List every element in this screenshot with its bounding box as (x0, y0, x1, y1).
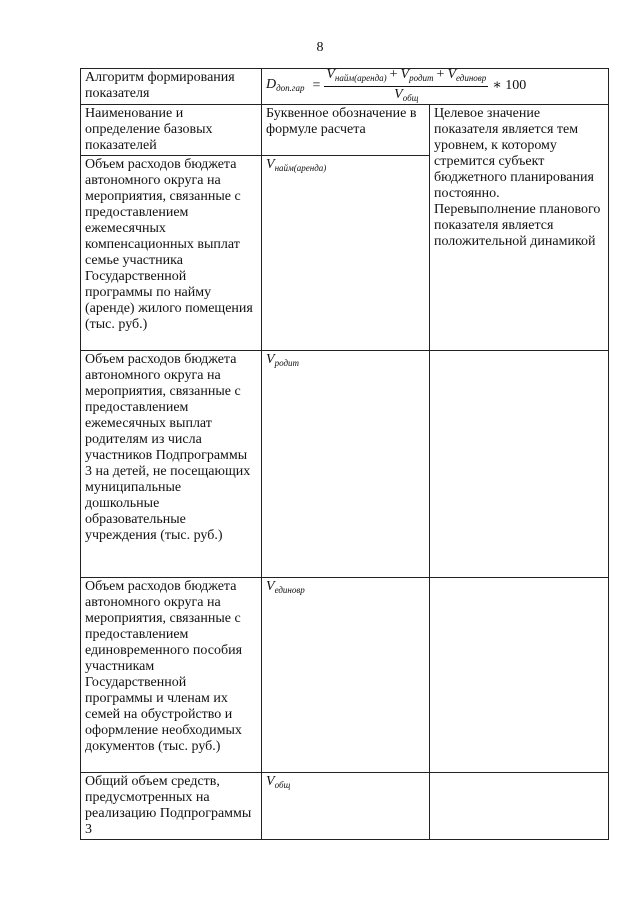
indicator-name: Объем расходов бюджета автономного округа на мероприятия, связанные с предоставлением ежемесячных выплат родителям из числа участников Подпрограммы 3 на детей, не посещающих муниципальные дошкольные образовательные учреждения (тыс. руб.) (81, 351, 262, 578)
formula-equals: = (312, 78, 321, 93)
indicator-table (80, 68, 609, 840)
indicator-name: Объем расходов бюджета автономного округа на мероприятия, связанные с предоставлением ежемесячных компенсационных выплат семье участника Государственной программы по найму (аренде) жилого помещения (тыс. руб.) (81, 156, 262, 351)
indicator-symbol: $V_{родит}$ (262, 351, 430, 578)
formula-fraction (324, 67, 488, 106)
indicator-symbol: $V_{единовр}$ (262, 578, 430, 773)
column-header-row (81, 105, 609, 156)
table-row (81, 578, 609, 773)
indicator-name: Объем расходов бюджета автономного округа на мероприятия, связанные с предоставлением единовременного пособия участникам Государственной программы и членам их семей на обустройство и оформление необходимых документов (тыс. руб.) (81, 578, 262, 773)
formula-multiplier: ∗ 100 (492, 78, 527, 93)
column-header-name: Наименование и определение базовых показателей (81, 105, 262, 156)
indicator-symbol: $V_{общ}$ (262, 773, 430, 840)
target-value-note: Целевое значение показателя является тем уровнем, к которому стремится субъект бюджетного планирования постоянно. Перевыполнение планового показателя является положительной динамикой (430, 105, 609, 351)
column-header-symbol: Буквенное обозначение в формуле расчета (262, 105, 430, 156)
formula-lhs: $D_{доп.гар}$ (266, 76, 305, 93)
page-number: 8 (316, 40, 324, 55)
indicator-name: Общий объем средств, предусмотренных на реализацию Подпрограммы 3 (81, 773, 262, 840)
formula-denominator: $V_{общ}$ (394, 86, 419, 103)
formula (266, 66, 604, 103)
algorithm-label: Алгоритм формирования показателя (81, 69, 262, 105)
empty-cell (430, 578, 609, 773)
indicator-symbol: $V_{найм(аренда)}$ (262, 156, 430, 351)
empty-cell (430, 773, 609, 840)
formula-cell (262, 66, 609, 105)
table-row (81, 773, 609, 840)
empty-cell (430, 351, 609, 578)
table-row (81, 351, 609, 578)
formula-row (81, 69, 609, 105)
formula-numerator: $V_{найм(аренда)} + V_{родит} + V_{единовр}$ (324, 67, 488, 87)
